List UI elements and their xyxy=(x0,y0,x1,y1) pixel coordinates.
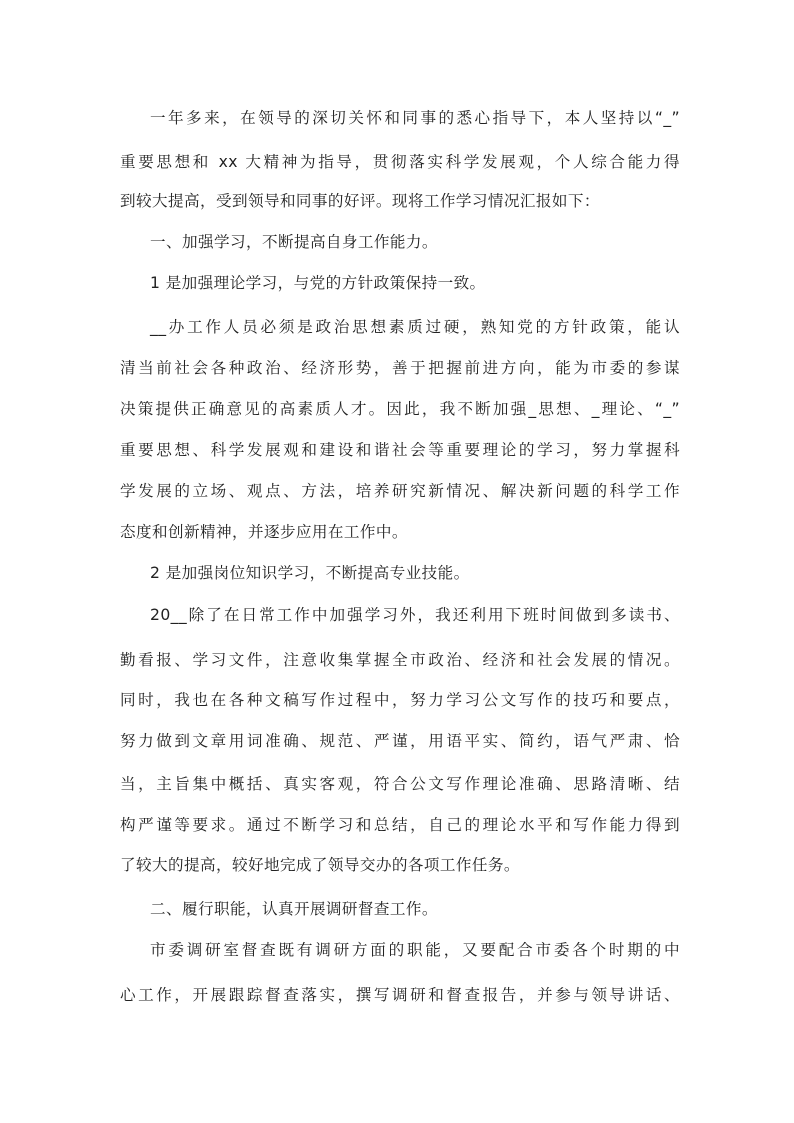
section-heading: 二、履行职能，认真开展调研督查工作。 xyxy=(150,900,438,918)
text-line: 决策提供正确意见的高素质人才。因此，我不断加强_思想、_理论、“_” xyxy=(120,400,680,418)
text-line: 清当前社会各种政治、经济形势，善于把握前进方向，能为市委的参谋 xyxy=(120,359,680,377)
subsection-heading: 1 是加强理论学习，与党的方针政策保持一致。 xyxy=(150,274,486,292)
text-line: 态度和创新精神，并逐步应用在工作中。 xyxy=(120,523,408,541)
text-line: 重要思想、科学发展观和建设和谐社会等重要理论的学习，努力掌握科 xyxy=(120,441,680,459)
text-line: 构严谨等要求。通过不断学习和总结，自己的理论水平和写作能力得到 xyxy=(120,816,680,834)
text-line: __办工作人员必须是政治思想素质过硬，熟知党的方针政策，能认 xyxy=(150,318,680,336)
text-line: 了较大的提高，较好地完成了领导交办的各项工作任务。 xyxy=(120,856,520,874)
text-line: 市委调研室督查既有调研方面的职能，又要配合市委各个时期的中 xyxy=(150,941,680,959)
text-line: 努力做到文章用词准确、规范、严谨，用语平实、简约，语气严肃、恰 xyxy=(120,732,680,750)
text-line: 到较大提高，受到领导和同事的好评。现将工作学习情况汇报如下： xyxy=(120,192,600,210)
section-heading: 一、加强学习，不断提高自身工作能力。 xyxy=(150,233,438,251)
text-line: 勤看报、学习文件，注意收集掌握全市政治、经济和社会发展的情况。 xyxy=(120,651,680,669)
text-line: 学发展的立场、观点、方法，培养研究新情况、解决新问题的科学工作 xyxy=(120,482,680,500)
subsection-heading: 2 是加强岗位知识学习，不断提高专业技能。 xyxy=(150,564,470,582)
text-line: 一年多来，在领导的深切关怀和同事的悉心指导下，本人坚持以“_” xyxy=(150,109,680,127)
text-line: 同时，我也在各种文稿写作过程中，努力学习公文写作的技巧和要点， xyxy=(120,691,680,709)
text-line: 重要思想和 xx 大精神为指导，贯彻落实科学发展观，个人综合能力得 xyxy=(120,153,680,171)
text-line: 20__除了在日常工作中加强学习外，我还利用下班时间做到多读书、 xyxy=(150,606,680,624)
text-line: 当，主旨集中概括、真实客观，符合公文写作理论准确、思路清晰、结 xyxy=(120,775,680,793)
text-line: 心工作，开展跟踪督查落实，撰写调研和督查报告，并参与领导讲话、 xyxy=(120,986,680,1004)
